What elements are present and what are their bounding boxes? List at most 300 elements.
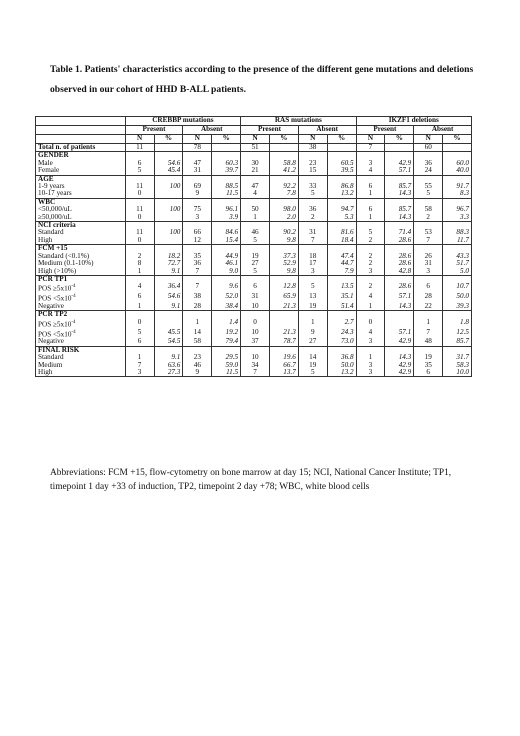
- percent-cell: 73.0: [327, 338, 356, 346]
- percent-cell: 7.8: [269, 190, 298, 198]
- percent-cell: 13.2: [327, 190, 356, 198]
- count-cell: 0: [125, 190, 154, 198]
- count-cell: 6: [125, 160, 154, 167]
- count-cell: 17: [298, 260, 327, 267]
- col-label-pct: %: [443, 135, 472, 144]
- row-label-text: Standard (<0.1%): [38, 251, 90, 260]
- count-cell: 22: [414, 303, 443, 311]
- count-cell: 6: [356, 206, 385, 213]
- percent-cell: 85.7: [385, 206, 414, 213]
- percent-cell: 45.4: [154, 167, 183, 175]
- row-label-text: POS ≥5x10: [38, 284, 72, 293]
- percent-cell: 2.7: [327, 319, 356, 329]
- count-cell: 36: [414, 160, 443, 167]
- percent-cell: 79.4: [212, 338, 241, 346]
- subgroup-header: Absent: [414, 126, 472, 135]
- count-cell: 78: [183, 144, 212, 152]
- col-label-n: N: [183, 135, 212, 144]
- count-cell: 9: [183, 190, 212, 198]
- percent-cell: 35.1: [327, 293, 356, 303]
- row-label-text: Male: [38, 158, 53, 167]
- row-label-text: Negative: [38, 337, 64, 346]
- row-label-text: Standard: [38, 228, 64, 237]
- count-cell: 69: [183, 183, 212, 190]
- percent-cell: [327, 144, 356, 152]
- count-cell: 4: [356, 167, 385, 175]
- percent-cell: 98.0: [269, 206, 298, 213]
- percent-cell: 15.4: [212, 237, 241, 245]
- row-label-text: ≥50,000/uL: [38, 212, 72, 221]
- count-cell: 3: [183, 214, 212, 222]
- count-cell: 31: [241, 293, 270, 303]
- count-cell: 58: [414, 206, 443, 213]
- count-cell: 19: [241, 253, 270, 260]
- count-cell: 1: [356, 303, 385, 311]
- percent-cell: 60.0: [443, 160, 472, 167]
- row-label-text: NCI criteria: [38, 221, 76, 230]
- count-cell: 36: [183, 260, 212, 267]
- count-cell: 5: [298, 369, 327, 377]
- count-cell: 3: [356, 160, 385, 167]
- count-cell: 5: [241, 237, 270, 245]
- count-cell: 11: [125, 229, 154, 236]
- col-label-pct: %: [269, 135, 298, 144]
- count-cell: 35: [183, 253, 212, 260]
- count-cell: 19: [298, 303, 327, 311]
- percent-cell: 47.4: [327, 253, 356, 260]
- percent-cell: 3.9: [212, 214, 241, 222]
- count-cell: 7: [414, 329, 443, 339]
- table-row: [36, 338, 472, 346]
- row-label-text: Female: [38, 166, 60, 175]
- count-cell: 1: [298, 319, 327, 329]
- percent-cell: 28.6: [385, 260, 414, 267]
- col-label-pct: %: [385, 135, 414, 144]
- count-cell: 7: [356, 144, 385, 152]
- count-cell: 6: [125, 293, 154, 303]
- count-cell: 75: [183, 206, 212, 213]
- percent-cell: 96.1: [212, 206, 241, 213]
- count-cell: 5: [298, 190, 327, 198]
- row-label-text: <50,000/uL: [38, 205, 72, 214]
- percent-cell: 28.6: [385, 283, 414, 293]
- percent-cell: 71.4: [385, 229, 414, 236]
- count-cell: 6: [414, 283, 443, 293]
- percent-cell: 14.3: [385, 190, 414, 198]
- table-body: [36, 144, 472, 377]
- percent-cell: 57.1: [385, 167, 414, 175]
- corner-cell: [36, 117, 126, 126]
- percent-cell: 28.6: [385, 237, 414, 245]
- percent-cell: 14.3: [385, 303, 414, 311]
- percent-cell: 18.2: [154, 253, 183, 260]
- row-label-text: WBC: [38, 197, 56, 206]
- count-cell: 2: [356, 283, 385, 293]
- percent-cell: 96.7: [443, 206, 472, 213]
- count-cell: 27: [241, 260, 270, 267]
- percent-cell: 46.1: [212, 260, 241, 267]
- percent-cell: 54.6: [154, 160, 183, 167]
- percent-cell: 78.7: [269, 338, 298, 346]
- row-label-text: High (>10%): [38, 266, 77, 275]
- percent-cell: 51.4: [327, 303, 356, 311]
- count-cell: 2: [356, 260, 385, 267]
- col-label-pct: %: [327, 135, 356, 144]
- row-label: [36, 311, 126, 319]
- row-label-text: Standard: [38, 353, 64, 362]
- row-label-text: 10-17 years: [38, 189, 72, 198]
- count-cell: 28: [183, 303, 212, 311]
- count-cell: 6: [356, 183, 385, 190]
- percent-cell: 88.3: [443, 229, 472, 236]
- count-cell: 13: [298, 293, 327, 303]
- count-cell: 66: [183, 229, 212, 236]
- row-label: [36, 275, 126, 283]
- table-row: [36, 190, 472, 198]
- percent-cell: 1.4: [212, 319, 241, 329]
- count-cell: 0: [241, 319, 270, 329]
- percent-cell: 100: [154, 183, 183, 190]
- row-label-text: AGE: [38, 174, 54, 183]
- percent-cell: 42.9: [385, 369, 414, 377]
- count-cell: 3: [125, 369, 154, 377]
- count-cell: 3: [356, 338, 385, 346]
- percent-cell: 100: [154, 229, 183, 236]
- count-cell: 36: [298, 206, 327, 213]
- percent-cell: 42.9: [385, 338, 414, 346]
- row-label: [36, 369, 126, 377]
- percent-cell: 28.6: [385, 253, 414, 260]
- row-label-text: Medium (0.1-10%): [38, 259, 94, 268]
- col-label-n: N: [414, 135, 443, 144]
- subgroup-header: Present: [241, 126, 299, 135]
- count-cell: 3: [298, 268, 327, 276]
- percent-cell: [154, 190, 183, 198]
- subgroup-header: Present: [125, 126, 183, 135]
- count-cell: 1: [125, 354, 154, 361]
- count-cell: 4: [356, 329, 385, 339]
- percent-cell: 5.0: [443, 268, 472, 276]
- row-label-text: PCR TP2: [38, 310, 68, 319]
- percent-cell: 85.7: [385, 183, 414, 190]
- percent-cell: 65.9: [269, 293, 298, 303]
- count-cell: 11: [125, 144, 154, 152]
- exponent: -4: [71, 319, 76, 325]
- count-cell: 0: [125, 214, 154, 222]
- count-cell: 9: [183, 369, 212, 377]
- col-label-pct: %: [154, 135, 183, 144]
- count-cell: 4: [241, 190, 270, 198]
- count-cell: 7: [125, 362, 154, 369]
- count-cell: 31: [414, 260, 443, 267]
- percent-cell: 58.8: [269, 160, 298, 167]
- count-cell: 7: [241, 369, 270, 377]
- percent-cell: 39.7: [212, 167, 241, 175]
- count-cell: 46: [183, 362, 212, 369]
- percent-cell: [269, 311, 298, 319]
- percent-cell: 57.1: [385, 293, 414, 303]
- count-cell: 7: [183, 268, 212, 276]
- percent-cell: 37.3: [269, 253, 298, 260]
- table-title: Table 1. Patients' characteristics according to the presence of the different gene mutations and deletions observed in our cohort of HHD B-ALL patients.: [50, 64, 474, 95]
- table-row: [36, 237, 472, 245]
- percent-cell: [443, 144, 472, 152]
- percent-cell: 9.6: [212, 283, 241, 293]
- percent-cell: [154, 144, 183, 152]
- percent-cell: [154, 214, 183, 222]
- table-row: [36, 214, 472, 222]
- count-cell: 60: [414, 144, 443, 152]
- count-cell: 1: [356, 190, 385, 198]
- percent-cell: 54.5: [154, 338, 183, 346]
- percent-cell: [154, 237, 183, 245]
- row-label-text: 1-9 years: [38, 182, 65, 191]
- count-cell: 5: [125, 167, 154, 175]
- count-cell: 30: [241, 160, 270, 167]
- percent-cell: [212, 144, 241, 152]
- count-cell: 26: [414, 253, 443, 260]
- percent-cell: 36.8: [327, 354, 356, 361]
- count-cell: 19: [414, 354, 443, 361]
- count-cell: 14: [298, 354, 327, 361]
- row-label-text: POS <5x10: [38, 294, 72, 303]
- table-row: [36, 303, 472, 311]
- percent-cell: 9.1: [154, 354, 183, 361]
- count-cell: 19: [298, 362, 327, 369]
- count-cell: 53: [414, 229, 443, 236]
- count-cell: 47: [241, 183, 270, 190]
- percent-cell: 72.7: [154, 260, 183, 267]
- percent-cell: 9.1: [154, 268, 183, 276]
- percent-cell: 59.0: [212, 362, 241, 369]
- percent-cell: 91.7: [443, 183, 472, 190]
- table-row: [36, 369, 472, 377]
- count-cell: 1: [183, 319, 212, 329]
- percent-cell: 12.5: [443, 329, 472, 339]
- count-cell: 9: [298, 329, 327, 339]
- count-cell: 0: [125, 237, 154, 245]
- percent-cell: 13.2: [327, 369, 356, 377]
- percent-cell: 86.8: [327, 183, 356, 190]
- percent-cell: 9.1: [154, 303, 183, 311]
- count-cell: 5: [298, 283, 327, 293]
- count-cell: 7: [414, 237, 443, 245]
- percent-cell: 5.3: [327, 214, 356, 222]
- percent-cell: 18.4: [327, 237, 356, 245]
- percent-cell: 42.9: [385, 160, 414, 167]
- percent-cell: 10.0: [443, 369, 472, 377]
- count-cell: 0: [356, 319, 385, 329]
- count-cell: 2: [356, 237, 385, 245]
- percent-cell: 66.7: [269, 362, 298, 369]
- count-cell: 1: [125, 268, 154, 276]
- count-cell: 2: [298, 214, 327, 222]
- count-cell: 1: [414, 319, 443, 329]
- count-cell: 18: [298, 253, 327, 260]
- col-label-pct: %: [212, 135, 241, 144]
- percent-cell: 58.3: [443, 362, 472, 369]
- count-cell: 55: [414, 183, 443, 190]
- percent-cell: 43.3: [443, 253, 472, 260]
- percent-cell: 52.0: [212, 293, 241, 303]
- percent-cell: 11.7: [443, 237, 472, 245]
- count-cell: 10: [241, 303, 270, 311]
- percent-cell: 9.8: [269, 268, 298, 276]
- percent-cell: 27.3: [154, 369, 183, 377]
- percent-cell: 29.5: [212, 354, 241, 361]
- count-cell: 5: [356, 229, 385, 236]
- percent-cell: 40.0: [443, 167, 472, 175]
- count-cell: 5: [414, 190, 443, 198]
- count-cell: 0: [125, 319, 154, 329]
- group-header-row: [36, 117, 472, 126]
- count-cell: 1: [356, 214, 385, 222]
- count-cell: 5: [125, 329, 154, 339]
- percent-cell: 90.2: [269, 229, 298, 236]
- count-cell: 31: [298, 229, 327, 236]
- percent-cell: 38.4: [212, 303, 241, 311]
- percent-cell: 84.6: [212, 229, 241, 236]
- percent-cell: 51.7: [443, 260, 472, 267]
- exponent: -4: [71, 294, 76, 300]
- count-cell: 11: [125, 206, 154, 213]
- subgroup-header: Absent: [183, 126, 241, 135]
- count-cell: 10: [241, 329, 270, 339]
- count-cell: 1: [125, 303, 154, 311]
- percent-cell: 50.0: [327, 362, 356, 369]
- percent-cell: 14.3: [385, 214, 414, 222]
- count-cell: 28: [414, 293, 443, 303]
- count-cell: 50: [241, 206, 270, 213]
- count-cell: 58: [183, 338, 212, 346]
- percent-cell: [269, 144, 298, 152]
- percent-cell: 21.3: [269, 303, 298, 311]
- percent-cell: 44.9: [212, 253, 241, 260]
- count-cell: 6: [125, 338, 154, 346]
- count-cell: 21: [241, 167, 270, 175]
- table-row: [36, 268, 472, 276]
- percent-cell: 94.7: [327, 206, 356, 213]
- percent-cell: 42.9: [385, 362, 414, 369]
- percent-cell: 3.3: [443, 214, 472, 222]
- count-cell: 33: [298, 183, 327, 190]
- percent-cell: 14.3: [385, 354, 414, 361]
- corner-cell: [36, 126, 126, 135]
- count-cell: 5: [241, 268, 270, 276]
- count-cell: 46: [241, 229, 270, 236]
- count-cell: 38: [183, 293, 212, 303]
- percent-cell: 60.3: [212, 160, 241, 167]
- percent-cell: 9.8: [269, 237, 298, 245]
- percent-cell: 92.2: [269, 183, 298, 190]
- count-cell: 2: [125, 253, 154, 260]
- percent-cell: 54.6: [154, 293, 183, 303]
- table-row: [36, 167, 472, 175]
- row-label: [36, 283, 126, 293]
- percent-cell: 50.0: [443, 293, 472, 303]
- count-cell: 27: [298, 338, 327, 346]
- row-label-text: GENDER: [38, 151, 69, 160]
- count-cell: 6: [241, 283, 270, 293]
- percent-cell: 9.0: [212, 268, 241, 276]
- count-cell: 1: [241, 214, 270, 222]
- subgroup-header: Present: [356, 126, 414, 135]
- abbreviations-note: Abbreviations: FCM +15, flow-cytometry on bone marrow at day 15; NCI, National Cancer Institute; TP1, timepoint 1 day +33 of induction, TP2, timepoint 2 day +78; WBC, white blood cells: [50, 468, 452, 492]
- percent-cell: 81.6: [327, 229, 356, 236]
- percent-cell: [154, 311, 183, 319]
- percent-cell: 13.7: [269, 369, 298, 377]
- percent-cell: 2.0: [269, 214, 298, 222]
- count-cell: 2: [356, 253, 385, 260]
- row-label: [36, 319, 126, 329]
- percent-cell: 39.3: [443, 303, 472, 311]
- exponent: -4: [71, 329, 76, 335]
- count-cell: 31: [183, 167, 212, 175]
- percent-cell: 10.7: [443, 283, 472, 293]
- count-cell: 8: [125, 260, 154, 267]
- col-label-n: N: [298, 135, 327, 144]
- col-label-n: N: [125, 135, 154, 144]
- subgroup-header: Absent: [298, 126, 356, 135]
- count-cell: 3: [356, 268, 385, 276]
- count-cell: 4: [125, 283, 154, 293]
- percent-cell: 19.6: [269, 354, 298, 361]
- count-cell: 34: [241, 362, 270, 369]
- percent-cell: 57.1: [385, 329, 414, 339]
- percent-cell: 12.8: [269, 283, 298, 293]
- percent-cell: 45.5: [154, 329, 183, 339]
- count-cell: 23: [183, 354, 212, 361]
- count-cell: 3: [414, 268, 443, 276]
- section-header-row: [36, 144, 472, 152]
- count-cell: 12: [183, 237, 212, 245]
- row-label-text: High: [38, 367, 53, 376]
- row-label-text: High: [38, 235, 53, 244]
- percent-cell: 1.8: [443, 319, 472, 329]
- count-cell: 14: [183, 329, 212, 339]
- count-cell: 38: [298, 144, 327, 152]
- percent-cell: 41.2: [269, 167, 298, 175]
- count-cell: 7: [183, 283, 212, 293]
- percent-cell: 52.9: [269, 260, 298, 267]
- percent-cell: [385, 144, 414, 152]
- count-cell: 51: [241, 144, 270, 152]
- percent-cell: 42.8: [385, 268, 414, 276]
- count-cell: 1: [356, 354, 385, 361]
- count-cell: 47: [183, 160, 212, 167]
- row-label-text: PCR TP1: [38, 274, 68, 283]
- row-label-text: Medium: [38, 360, 63, 369]
- count-cell: 48: [414, 338, 443, 346]
- count-cell: 6: [414, 369, 443, 377]
- percent-cell: 21.3: [269, 329, 298, 339]
- row-label-text: POS <5x10: [38, 329, 72, 338]
- exponent: -4: [71, 284, 76, 290]
- count-cell: 23: [298, 160, 327, 167]
- count-cell: 11: [125, 183, 154, 190]
- percent-cell: 44.7: [327, 260, 356, 267]
- percent-cell: 19.2: [212, 329, 241, 339]
- group-header-ikzf1: IKZF1 deletions: [356, 117, 471, 126]
- count-cell: 10: [241, 354, 270, 361]
- col-label-n: N: [356, 135, 385, 144]
- percent-cell: 100: [154, 206, 183, 213]
- percent-cell: 88.5: [212, 183, 241, 190]
- percent-cell: 24.3: [327, 329, 356, 339]
- count-cell: 3: [356, 369, 385, 377]
- row-label-text: POS ≥5x10: [38, 320, 72, 329]
- count-cell: 35: [414, 362, 443, 369]
